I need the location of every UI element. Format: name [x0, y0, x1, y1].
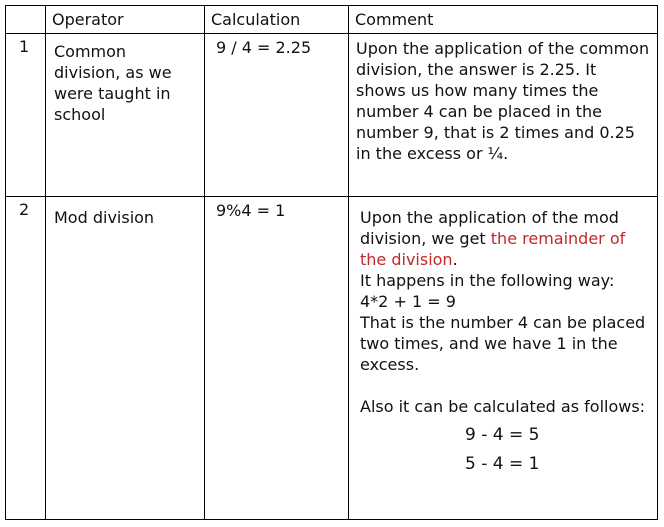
- calculation-step: 5 - 4 = 1: [465, 454, 540, 474]
- operator-cell: [46, 34, 205, 197]
- comment-line: Also it can be calculated as follows:: [360, 397, 646, 416]
- comment-line: That is the number 4 can be placed two times, and we have 1 in the excess.: [360, 313, 646, 374]
- comment-cell: [349, 197, 658, 520]
- comment-text: Upon the application of the common division, the answer is 2.25. It shows us how many times the number 4 can be placed in the number 9, that is 2 times and 0.25 in the excess or ¼.: [356, 39, 650, 163]
- calculation-text: 9%4 = 1: [216, 201, 286, 220]
- comment-intro-end: .: [452, 250, 458, 269]
- comment-intro: Upon the application of the mod division, we get: [360, 208, 619, 248]
- comment-highlight: the remainder of the division: [360, 229, 626, 269]
- row-number: 2: [19, 200, 30, 219]
- comment-line: 4*2 + 1 = 9: [360, 292, 456, 311]
- comment-line: It happens in the following way:: [360, 271, 615, 290]
- comment-text: [349, 197, 657, 479]
- operator-text: Common division, as we were taught in school: [54, 42, 172, 124]
- header-row: [6, 6, 658, 34]
- calculation-steps: [360, 421, 651, 479]
- operator-cell: [46, 197, 205, 520]
- table-row: [6, 197, 658, 520]
- division-table: [5, 5, 658, 520]
- header-comment: Comment: [349, 6, 658, 34]
- calculation-step: 9 - 4 = 5: [465, 425, 540, 445]
- operator-text: Mod division: [54, 208, 155, 227]
- calculation-text: 9 / 4 = 2.25: [216, 38, 312, 57]
- calculation-cell: [205, 34, 349, 197]
- header-calculation: Calculation: [205, 6, 349, 34]
- calculation-cell: [205, 197, 349, 520]
- row-number-cell: [6, 197, 46, 520]
- header-operator: Operator: [46, 6, 205, 34]
- comment-cell: [349, 34, 658, 197]
- table-row: [6, 34, 658, 197]
- row-number-cell: [6, 34, 46, 197]
- header-number: [6, 6, 46, 34]
- row-number: 1: [19, 37, 30, 56]
